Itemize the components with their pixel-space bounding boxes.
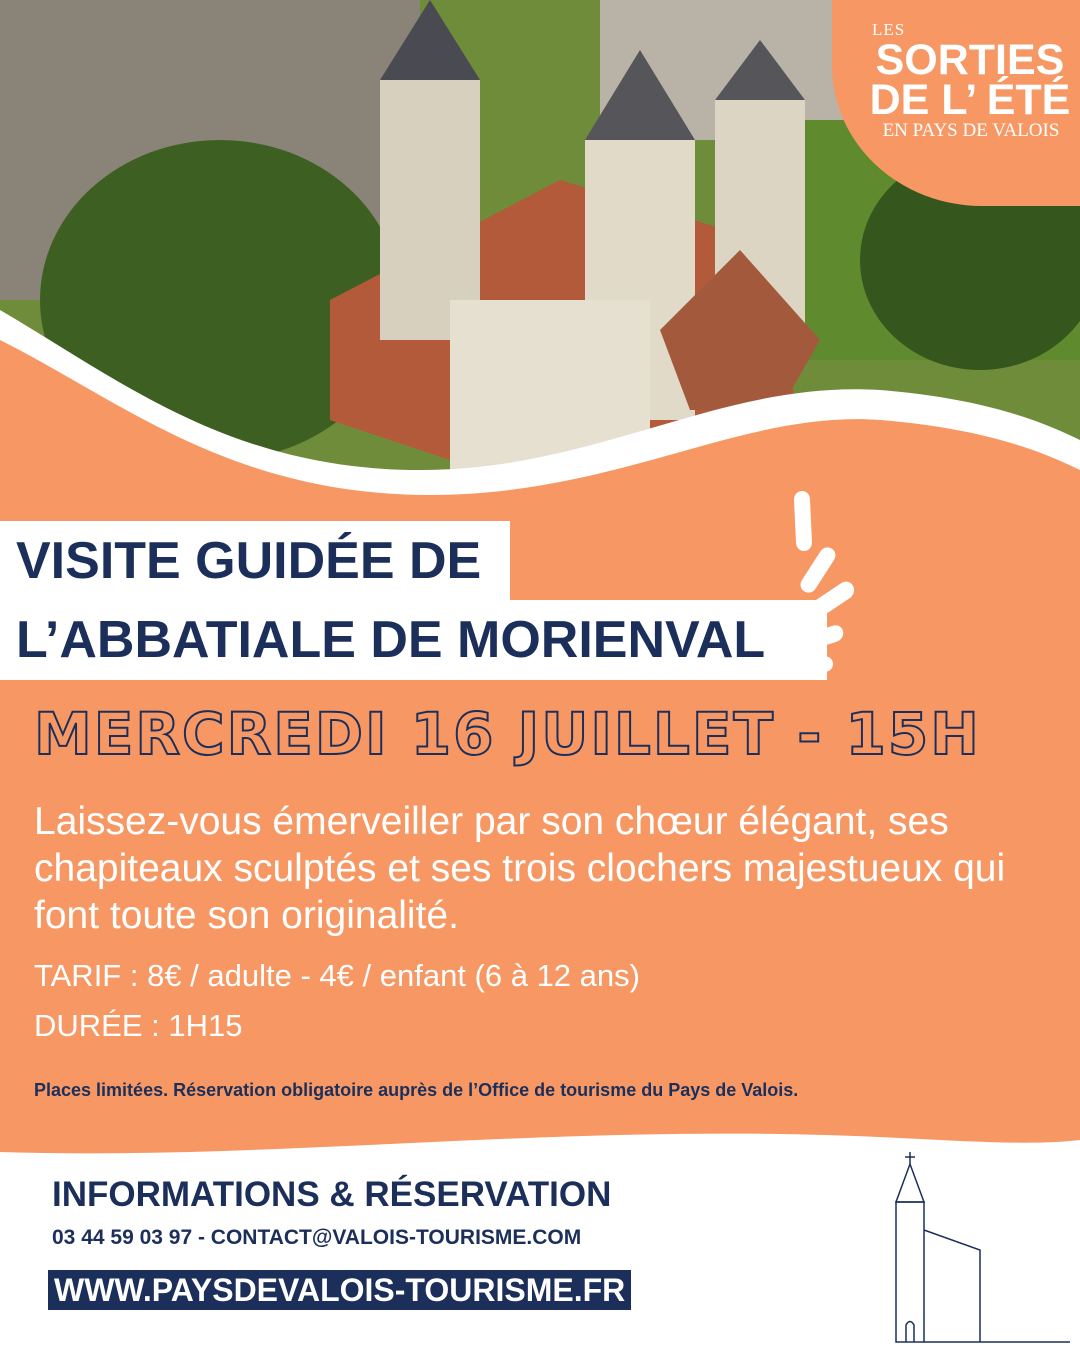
booking-note: Places limitées. Réservation obligatoire auprès de l’Office de tourisme du Pays de Valois.	[34, 1080, 799, 1100]
badge-subtitle: EN PAYS DE VALOIS	[882, 120, 1060, 141]
duration-info: DURÉE : 1H15	[34, 1008, 243, 1043]
info-heading: INFORMATIONS & RÉSERVATION	[52, 1175, 612, 1214]
price-info: TARIF : 8€ / adulte - 4€ / enfant (6 à 12 ans)	[34, 958, 640, 993]
badge-les: LES	[872, 20, 906, 39]
badge-line1: SORTIES	[875, 36, 1065, 84]
website-link[interactable]: WWW.PAYSDEVALOIS-TOURISME.FR	[48, 1270, 631, 1310]
contact-line[interactable]: 03 44 59 03 97 - CONTACT@VALOIS-TOURISME.COM	[52, 1226, 582, 1249]
title-line2: L’ABBATIALE DE MORIENVAL	[0, 600, 827, 680]
event-date: MERCREDI 16 JUILLET - 15H	[34, 700, 981, 768]
church-line-icon	[870, 1150, 1070, 1350]
badge-line2: DE L’ ÉTÉ	[869, 76, 1071, 124]
title-line1: VISITE GUIDÉE DE	[0, 521, 510, 601]
event-description: Laissez-vous émerveiller par son chœur élégant, ses chapiteaux sculptés et ses trois clochers majestueux qui font toute son originalité.	[34, 800, 1006, 937]
